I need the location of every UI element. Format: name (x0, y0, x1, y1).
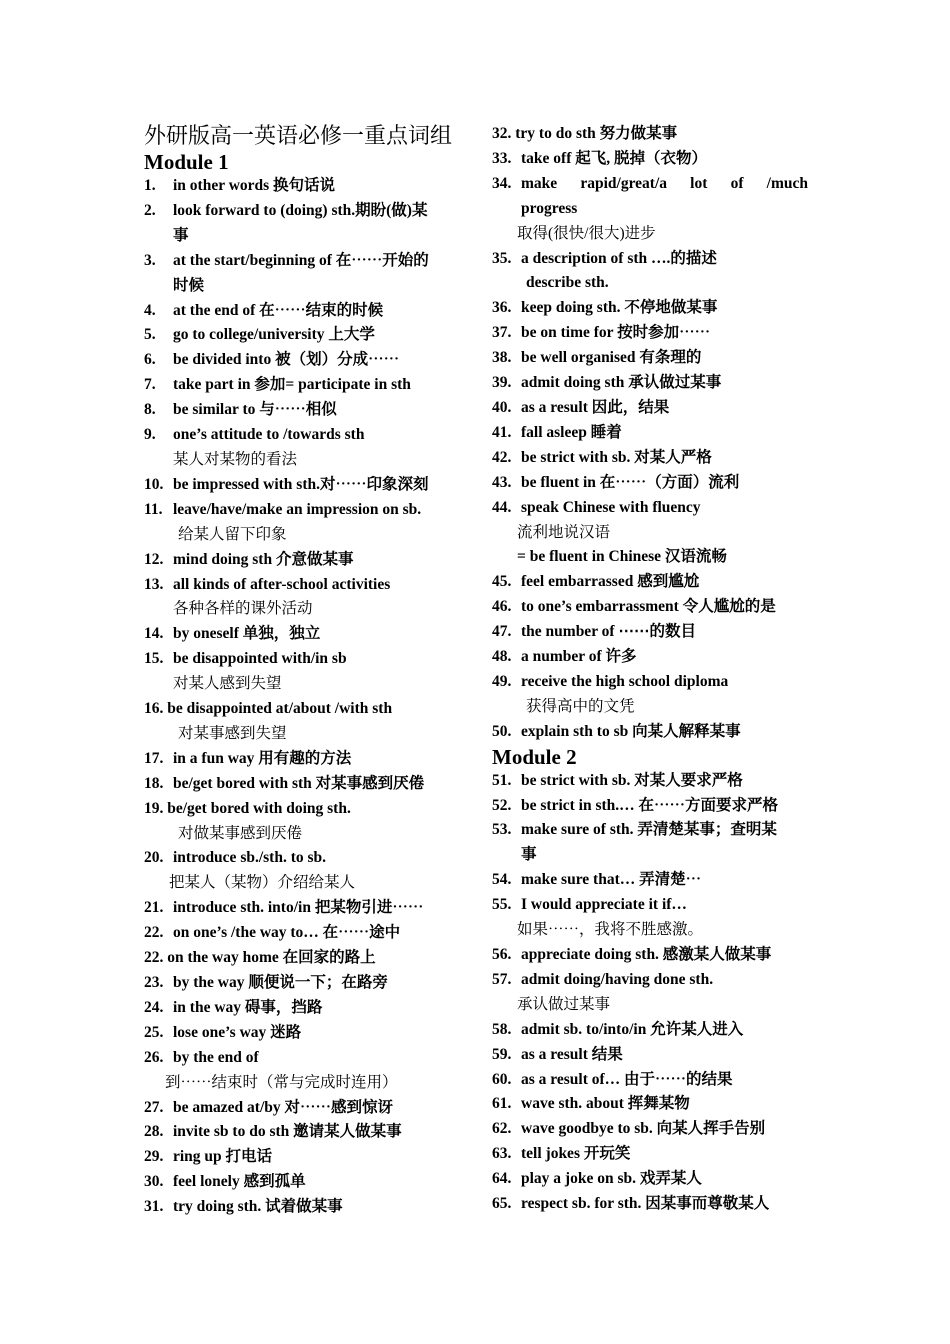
phrase-entry: 6. be divided into 被（划）分成⋯⋯ (144, 351, 400, 369)
phrase-entry: 17. in a fun way 用有趣的方法 (144, 749, 352, 767)
phrase-entry: 31. try doing sth. 试着做某事 (144, 1198, 343, 1216)
phrase-entry: 9. one’s attitude to /towards sth 某人对某物的看法 (144, 426, 365, 468)
left-column (144, 122, 462, 1220)
phrase-entry: 59. as a result 结果 (492, 1045, 623, 1063)
phrase-entry: 42. be strict with sb. 对某人严格 (492, 448, 712, 466)
document-title: 外研版高一英语必修一重点词组 (144, 123, 453, 148)
phrase-entry: 58. admit sb. to/into/in 允许某人进入 (492, 1020, 744, 1038)
module-2-heading: Module 2 (492, 744, 577, 769)
phrase-entry: 23. by the way 顺便说一下；在路旁 (144, 974, 388, 991)
phrase-entry: 5. go to college/university 上大学 (144, 326, 375, 344)
phrase-entry: 39. admit doing sth 承认做过某事 (492, 374, 722, 392)
phrase-entry: 3. at the start/beginning of 在⋯⋯开始的 时候 (144, 251, 429, 294)
phrase-entry: 44. speak Chinese with fluency 流利地说汉语 = be fluent in Chinese 汉语流畅 (492, 498, 727, 566)
phrase-entry: 21. introduce sth. into/in 把某物引进⋯⋯ (144, 899, 424, 917)
right-column (492, 122, 808, 1217)
phrase-entry: 1. in other words 换句话说 (144, 177, 336, 194)
phrase-entry: 33. take off 起飞, 脱掉（衣物） (492, 149, 707, 167)
phrase-entry: 50. explain sth to sb 向某人解释某事 (492, 722, 741, 740)
phrase-entry: 22. on one’s /the way to… 在⋯⋯途中 (144, 924, 401, 942)
phrase-entry: 47. the number of ⋯⋯的数目 (492, 623, 696, 641)
phrase-entry: 15. be disappointed with/in sb 对某人感到失望 (144, 650, 347, 693)
phrase-entry: 26. by the end of 到⋯⋯结束时（常与完成时连用） (144, 1048, 398, 1091)
phrase-entry: 36. keep doing sth. 不停地做某事 (492, 299, 718, 317)
phrase-entry: 18. be/get bored with sth 对某事感到厌倦 (144, 774, 425, 792)
phrase-entry: 45. feel embarrassed 感到尴尬 (492, 573, 700, 591)
phrase-entry: 22. on the way home 在回家的路上 (144, 949, 376, 967)
phrase-entry: 49. receive the high school diploma 获得高中的文凭 (492, 672, 729, 715)
phrase-entry: 64. play a joke on sb. 戏弄某人 (492, 1170, 702, 1188)
phrase-entry: 46. to one’s embarrassment 令人尴尬的是 (492, 598, 776, 616)
phrase-entry: 43. be fluent in 在⋯⋯（方面）流利 (492, 473, 740, 491)
phrase-entry: 29. ring up 打电话 (144, 1148, 273, 1166)
module-1-heading: Module 1 (144, 150, 229, 174)
phrase-entry: 8. be similar to 与⋯⋯相似 (144, 401, 337, 419)
phrase-entry: 54. make sure that… 弄清楚⋯ (492, 871, 702, 889)
phrase-entry: 55. I would appreciate it if… 如果⋯⋯，我将不胜感激。 (492, 896, 704, 939)
phrase-entry: 11. leave/have/make an impression on sb. 给某人留下印象 (144, 500, 422, 543)
phrase-entry: 10. be impressed with sth.对⋯⋯印象深刻 (144, 475, 429, 493)
phrase-entry: 38. be well organised 有条理的 (492, 349, 702, 367)
phrase-entry: 13. all kinds of after-school activities 各种各样的课外活动 (144, 575, 391, 618)
phrase-entry: 65. respect sb. for sth. 因某事而尊敬某人 (492, 1195, 770, 1213)
phrase-entry: 62. wave goodbye to sb. 向某人挥手告别 (492, 1120, 766, 1138)
phrase-entry: 16. be disappointed at/about /with sth 对某事感到失望 (144, 700, 393, 742)
phrase-entry: 12. mind doing sth 介意做某事 (144, 550, 354, 568)
phrase-entry: 20. introduce sb./sth. to sb. 把某人（某物）介绍给某人 (144, 849, 356, 892)
phrase-entry: 60. as a result of… 由于⋯⋯的结果 (492, 1070, 733, 1088)
phrase-entry: 56. appreciate doing sth. 感激某人做某事 (492, 946, 772, 963)
phrase-entry: 35. a description of sth ….的描述 describe sth. (492, 249, 717, 292)
phrase-entry: 41. fall asleep 睡着 (492, 423, 622, 441)
phrase-entry: 27. be amazed at/by 对⋯⋯感到惊讶 (144, 1098, 394, 1116)
phrase-entry: 34. make rapid/great/a lot of /much progress 取得(很快/很大)进步 (492, 174, 808, 242)
phrase-entry: 7. take part in 参加= participate in sth (144, 376, 411, 394)
phrase-entry: 40. as a result 因此，结果 (492, 398, 670, 416)
phrase-entry: 52. be strict in sth.… 在⋯⋯方面要求严格 (492, 796, 779, 814)
phrase-entry: 4. at the end of 在⋯⋯结束的时候 (144, 301, 384, 319)
phrase-entry: 51. be strict with sb. 对某人要求严格 (492, 771, 743, 789)
phrase-entry: 30. feel lonely 感到孤单 (144, 1173, 306, 1191)
phrase-entry: 61. wave sth. about 挥舞某物 (492, 1095, 690, 1113)
phrase-entry: 2. look forward to (doing) sth.期盼(做)某 事 (144, 201, 428, 244)
phrase-entry: 53. make sure of sth. 弄清楚某事；查明某 事 (492, 821, 777, 864)
phrase-entry: 24. in the way 碍事，挡路 (144, 998, 323, 1016)
phrase-entry: 48. a number of 许多 (492, 648, 637, 666)
phrase-entry: 19. be/get bored with doing sth. 对做某事感到厌倦 (144, 799, 351, 842)
phrase-entry: 28. invite sb to do sth 邀请某人做某事 (144, 1123, 402, 1141)
phrase-entry: 32. try to do sth 努力做某事 (492, 125, 678, 142)
phrase-entry: 25. lose one’s way 迷路 (144, 1023, 302, 1041)
phrase-entry: 63. tell jokes 开玩笑 (492, 1145, 631, 1163)
phrase-entry: 37. be on time for 按时参加⋯⋯ (492, 324, 711, 342)
phrase-entry: 57. admit doing/having done sth. 承认做过某事 (492, 970, 714, 1013)
phrase-entry: 14. by oneself 单独，独立 (144, 625, 321, 643)
